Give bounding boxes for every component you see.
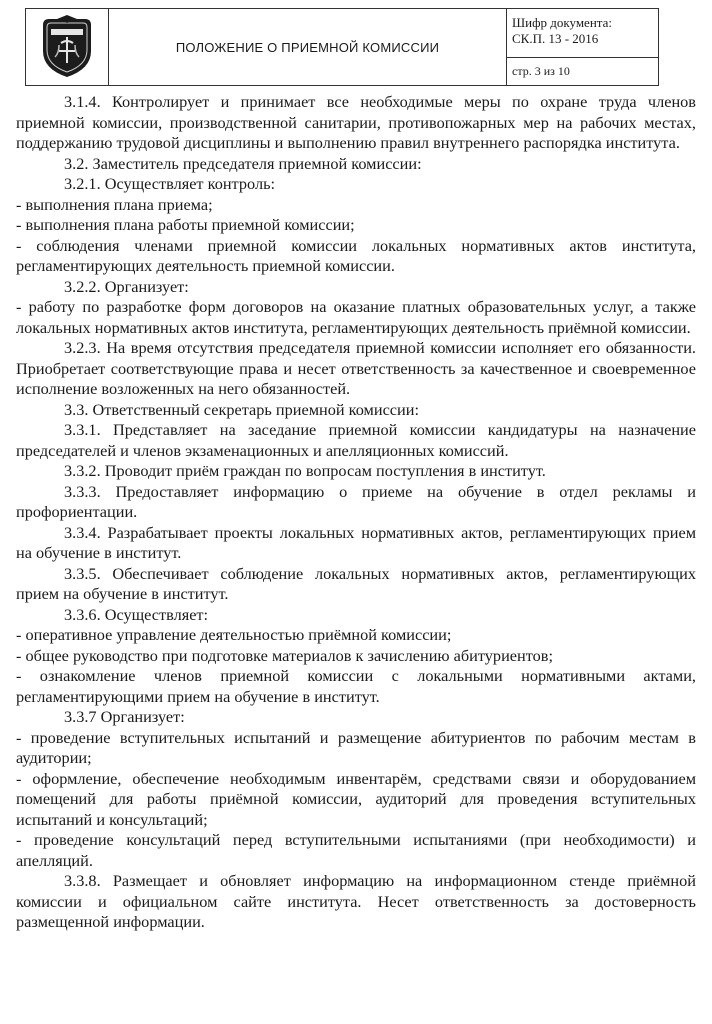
list-item: - выполнения плана работы приемной комиссии; xyxy=(16,215,355,234)
document-meta xyxy=(507,9,658,85)
clause-paragraph: 3.3.2. Проводит приём граждан по вопросам поступления в институт. xyxy=(64,461,546,480)
list-item: - ознакомление членов приемной комиссии с локальными нормативными актами, регламентирующими прием на обучение в институт. xyxy=(16,666,696,706)
list-item: - выполнения плана приема; xyxy=(16,194,213,214)
page-number: стр. 3 из 10 xyxy=(512,64,570,78)
clause-paragraph: 3.3.7 Организует: xyxy=(64,707,185,726)
document-body xyxy=(16,92,696,933)
clause-paragraph: 3.3.8. Размещает и обновляет информацию на информационном стенде приёмной комиссии и официальном сайте института. Несет ответственность за достоверность размещенной информации. xyxy=(16,871,696,931)
list-item: - соблюдения членами приемной комиссии локальных нормативных актов института, регламентирующих деятельность приемной комиссии. xyxy=(16,235,696,275)
list-item: - проведение вступительных испытаний и размещение абитуриентов по рабочим местам в аудитории; xyxy=(16,727,696,767)
list-item: - оперативное управление деятельностью приёмной комиссии; xyxy=(16,625,452,644)
document-header xyxy=(25,8,659,86)
clause-paragraph: 3.3. Ответственный секретарь приемной комиссии: xyxy=(64,399,419,419)
list-item: - общее руководство при подготовке материалов к зачислению абитуриентов; xyxy=(16,645,553,665)
header-logo-cell xyxy=(26,9,109,85)
list-item: - оформление, обеспечение необходимым инвентарём, средствами связи и оборудованием помещений для работы приёмной комиссии, аудиторий для проведения вступительных испытаний и консультаций; xyxy=(16,768,696,829)
institute-crest-logo xyxy=(37,15,97,79)
clause-paragraph: 3.3.3. Предоставляет информацию о приеме на обучение в отдел рекламы и профориентации. xyxy=(16,481,696,521)
document-title: ПОЛОЖЕНИЕ О ПРИЕМНОЙ КОМИССИИ xyxy=(109,9,507,85)
document-cipher xyxy=(507,9,658,58)
clause-paragraph: 3.2.3. На время отсутствия председателя приемной комиссии исполняет его обязанности. Приобретает соответствующие права и несет ответственность за качественное и своевременное исполнение возложенных на него обязанностей. xyxy=(16,338,696,398)
clause-paragraph: 3.3.1. Представляет на заседание приемной комиссии кандидатуры на назначение председателей и членов экзаменационных и апелляционных комиссий. xyxy=(16,420,696,460)
cipher-label: Шифр документа: xyxy=(512,15,612,30)
list-item: - работу по разработке форм договоров на оказание платных образовательных услуг, а также локальных нормативных актов института, регламентирующих деятельность приёмной комиссии. xyxy=(16,297,696,337)
clause-paragraph: 3.3.5. Обеспечивает соблюдение локальных нормативных актов, регламентирующих прием на обучение в институт. xyxy=(16,563,696,603)
clause-paragraph: 3.1.4. Контролирует и принимает все необходимые меры по охране труда членов приемной комиссии, производственной санитарии, противопожарных мер на рабочих местах, поддержанию трудовой дисциплины и выполнению правил внутреннего распорядка института. xyxy=(16,92,696,152)
cipher-value: СК.П. 13 - 2016 xyxy=(512,31,599,46)
clause-paragraph: 3.2.1. Осуществляет контроль: xyxy=(64,174,276,193)
clause-paragraph: 3.3.4. Разрабатывает проекты локальных нормативных актов, регламентирующих прием на обучение в институт. xyxy=(16,522,696,562)
list-item: - проведение консультаций перед вступительными испытаниями (при необходимости) и апелляций. xyxy=(16,830,696,870)
clause-paragraph: 3.2. Заместитель председателя приемной комиссии: xyxy=(64,153,422,173)
clause-paragraph: 3.2.2. Организует: xyxy=(64,276,189,296)
clause-paragraph: 3.3.6. Осуществляет: xyxy=(64,604,209,624)
